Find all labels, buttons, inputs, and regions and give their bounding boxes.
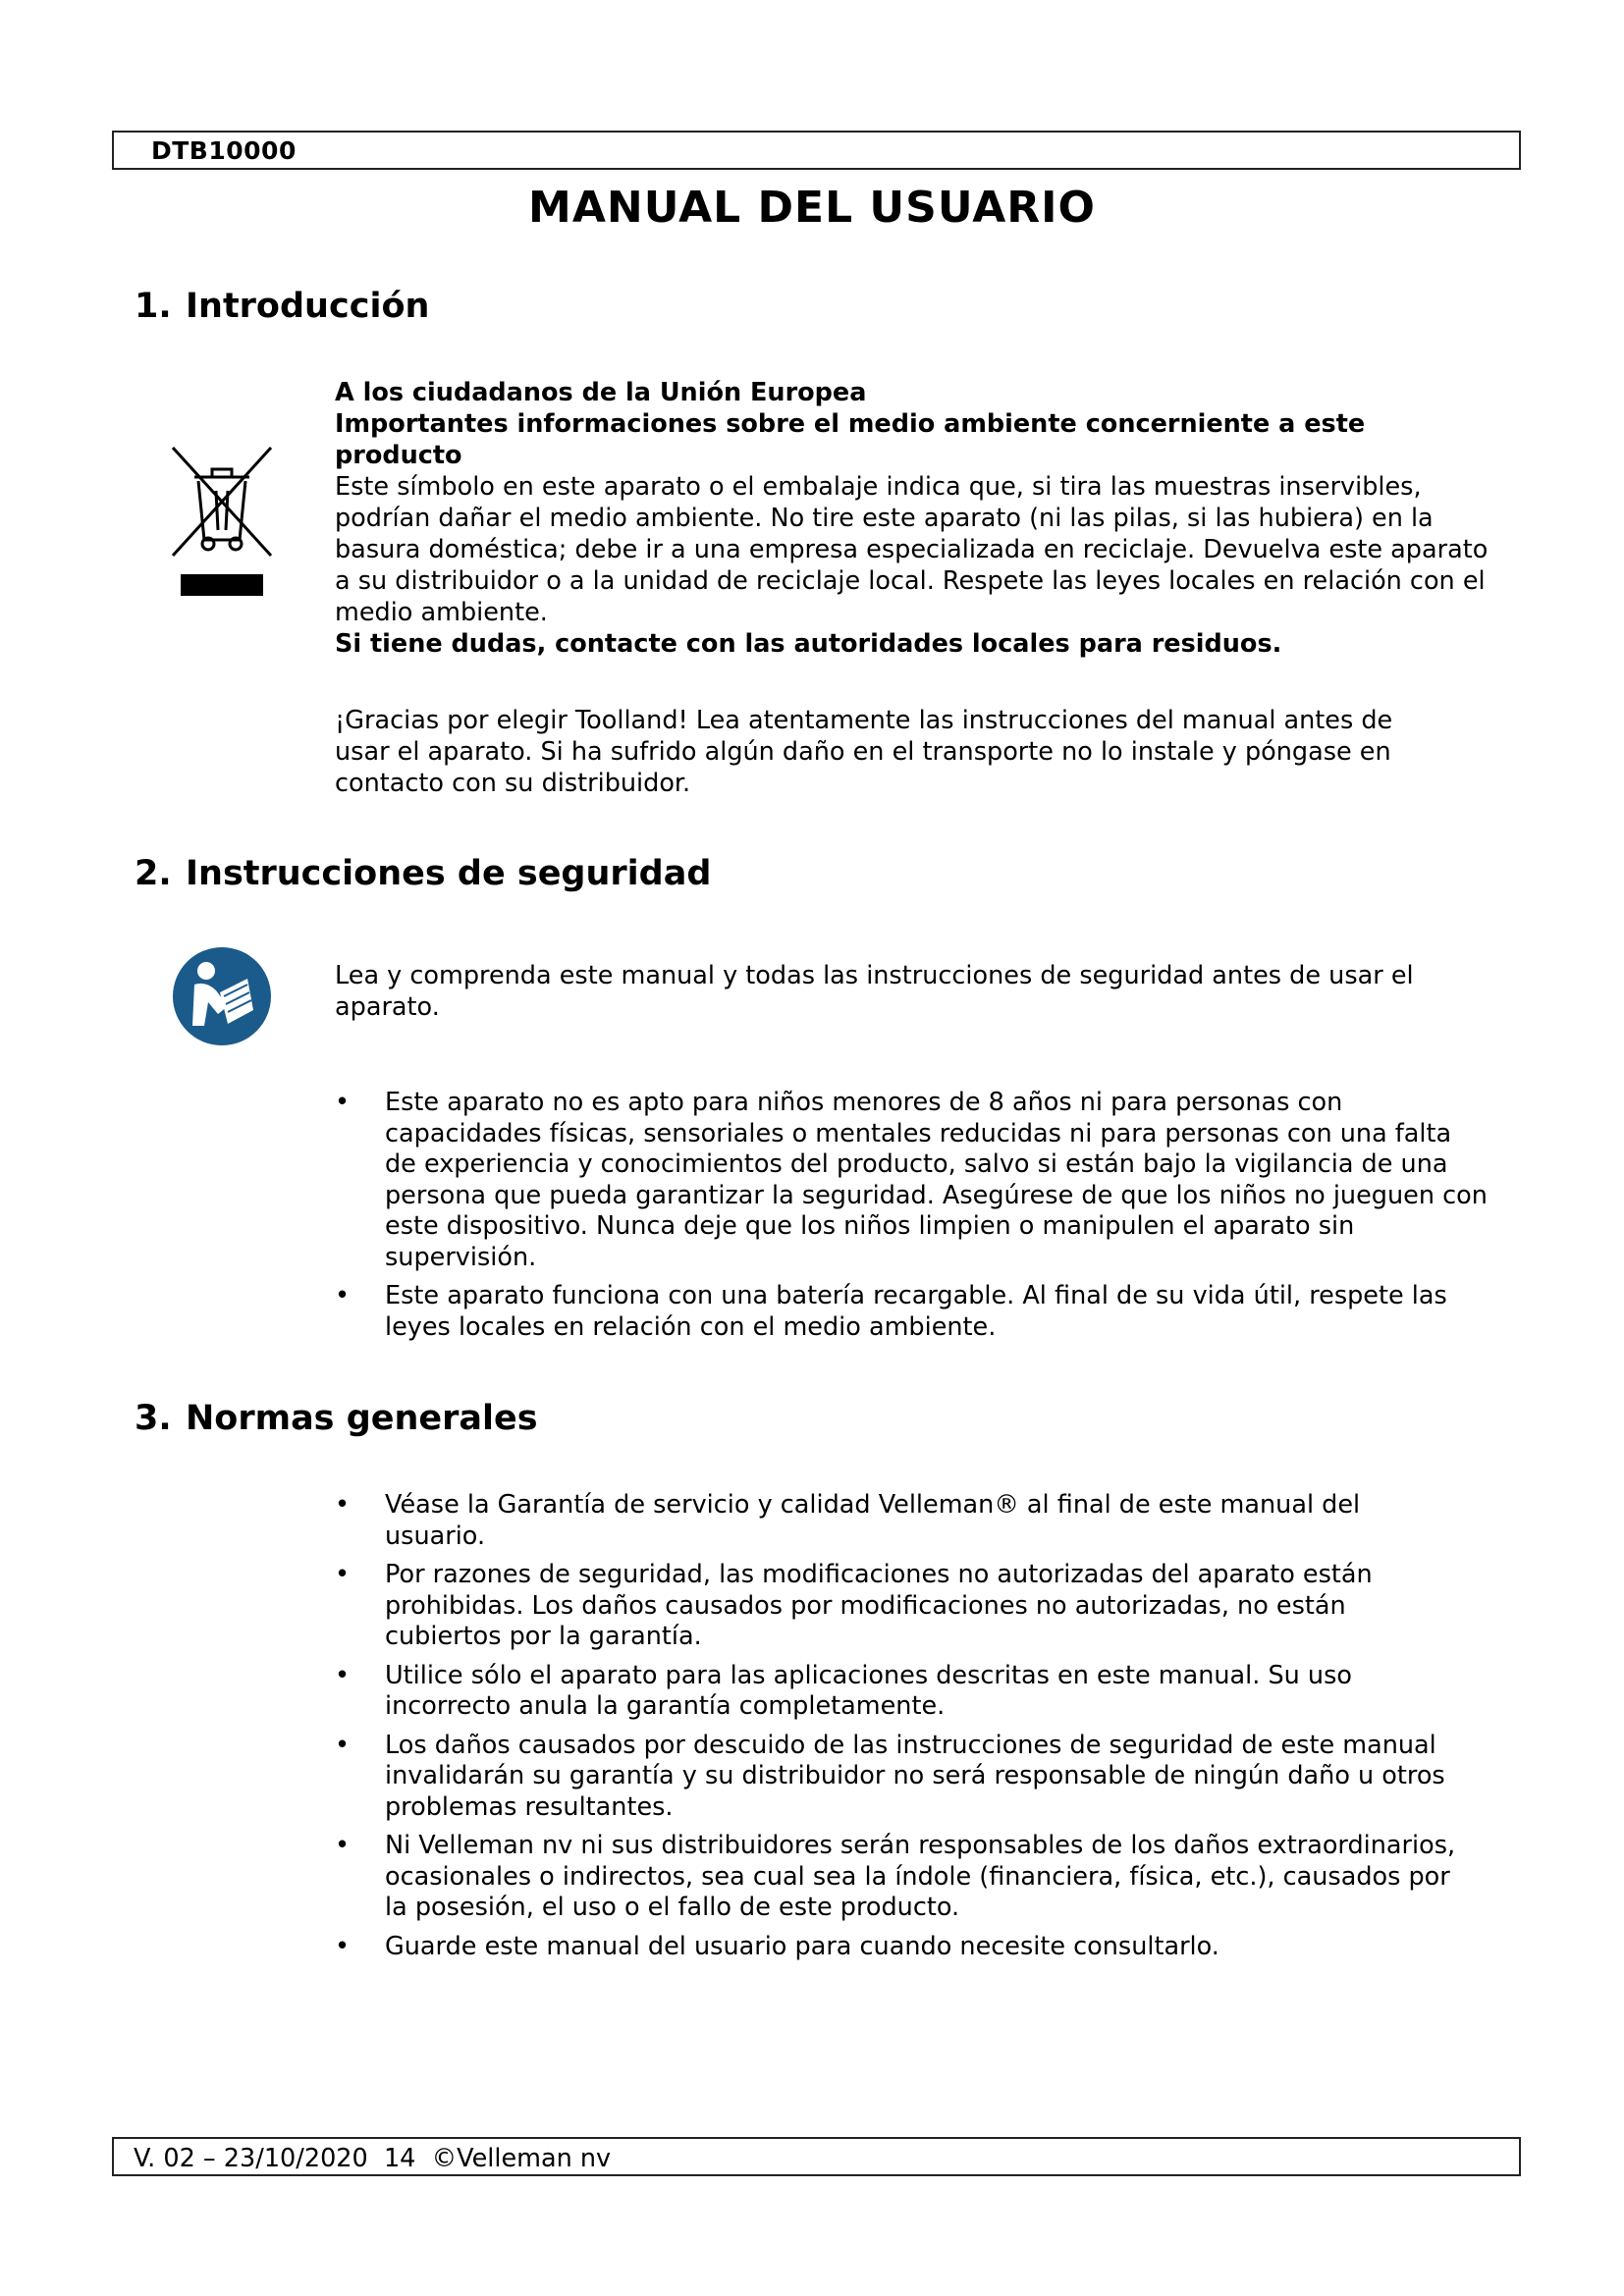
eu-body: Este símbolo en este aparato o el embalaje indica que, si tira las muestras inservibles, podrían dañar el medio ambiente. No tire este aparato (ni las pilas, si las hubiera) en la basura doméstica; debe ir a una empresa especializada en reciclaje. Devuelva este aparato a su distribuidor o a la unidad de reciclaje local. Respete las leyes locales en relación con el medio ambiente. bbox=[335, 472, 1489, 627]
eu-contact: Si tiene dudas, contacte con las autoridades locales para residuos. bbox=[335, 629, 1282, 659]
bullet-symbol: • bbox=[335, 1831, 351, 1860]
section-heading-introduccion bbox=[135, 287, 429, 326]
list-item-text: Este aparato no es apto para niños menores de 8 años ni para personas con capacidades físicas, sensoriales o mentales reducidas ni para personas con una falta de experiencia y conocimientos del producto, salvo si están bajo la vigilancia de una persona que pueda garantizar la seguridad. Asegúrese de que los niños no jueguen con este dispositivo. Nunca deje que los niños limpien o manipulen el aparato sin supervisión. bbox=[385, 1088, 1488, 1272]
list-item bbox=[335, 1088, 1489, 1273]
section-heading-seguridad bbox=[135, 854, 711, 893]
list-item bbox=[335, 1831, 1489, 1924]
eu-heading-1: A los ciudadanos de la Unión Europea bbox=[335, 378, 867, 407]
eu-notice bbox=[335, 377, 1493, 660]
list-item bbox=[335, 1281, 1489, 1343]
bullet-symbol: • bbox=[335, 1560, 351, 1589]
bullet-symbol: • bbox=[335, 1490, 351, 1520]
section-title: Instrucciones de seguridad bbox=[186, 854, 712, 893]
safety-bullets bbox=[335, 1088, 1489, 1351]
list-item bbox=[335, 1932, 1489, 1963]
list-item-text: Por razones de seguridad, las modificaciones no autorizadas del aparato están prohibidas. Los daños causados por modificaciones no autorizadas, no están cubiertos por la garantía. bbox=[385, 1560, 1373, 1651]
list-item-text: Véase la Garantía de servicio y calidad Velleman® al final de este manual del usuario. bbox=[385, 1490, 1361, 1551]
list-item bbox=[335, 1490, 1489, 1552]
list-item-text: Guarde este manual del usuario para cuando necesite consultarlo. bbox=[385, 1931, 1219, 1961]
section-title: Normas generales bbox=[186, 1399, 538, 1438]
thanks-text: ¡Gracias por elegir Toolland! Lea atentamente las instrucciones del manual antes de usar el aparato. Si ha sufrido algún daño en el transporte no lo instale y póngase en contacto con su distribuidor. bbox=[335, 706, 1393, 798]
section-number: 3. bbox=[135, 1399, 172, 1438]
list-item-text: Este aparato funciona con una batería recargable. Al final de su vida útil, respete las leyes locales en relación con el medio ambiente. bbox=[385, 1281, 1447, 1342]
bullet-symbol: • bbox=[335, 1088, 351, 1117]
page-title: MANUAL DEL USUARIO bbox=[528, 183, 1096, 233]
thanks-paragraph bbox=[335, 705, 1493, 799]
list-item-text: Los daños causados por descuido de las instrucciones de seguridad de este manual invalidarán su garantía y su distribuidor no será responsable de ningún daño u otros problemas resultantes. bbox=[385, 1730, 1445, 1822]
model-number: DTB10000 bbox=[151, 136, 297, 165]
list-item-text: Ni Velleman nv ni sus distribuidores serán responsables de los daños extraordinarios, ocasionales o indirectos, sea cual sea la índole (financiera, física, etc.), causados por la posesión, el uso o el fallo de este producto. bbox=[385, 1831, 1456, 1922]
footer-text: V. 02 – 23/10/2020 14 ©Velleman nv bbox=[134, 2144, 612, 2173]
bullet-symbol: • bbox=[335, 1281, 351, 1310]
read-manual-text: Lea y comprenda este manual y todas las instrucciones de seguridad antes de usar el aparato. bbox=[335, 961, 1414, 1022]
read-manual-icon bbox=[171, 945, 273, 1047]
header-box bbox=[112, 131, 1521, 170]
list-item bbox=[335, 1731, 1489, 1824]
weee-crossed-bin-icon bbox=[165, 442, 279, 599]
section-title: Introducción bbox=[186, 287, 430, 326]
list-item-text: Utilice sólo el aparato para las aplicaciones descritas en este manual. Su uso incorrecto anula la garantía completamente. bbox=[385, 1660, 1352, 1721]
footer-box bbox=[112, 2137, 1521, 2176]
bullet-symbol: • bbox=[335, 1931, 351, 1961]
read-manual-paragraph bbox=[335, 960, 1493, 1023]
section-number: 1. bbox=[135, 287, 172, 326]
section-heading-normas bbox=[135, 1399, 538, 1438]
list-item bbox=[335, 1560, 1489, 1653]
bullet-symbol: • bbox=[335, 1660, 351, 1690]
list-item bbox=[335, 1661, 1489, 1723]
bullet-symbol: • bbox=[335, 1730, 351, 1760]
general-rules-bullets bbox=[335, 1490, 1489, 1970]
eu-heading-2: Importantes informaciones sobre el medio ambiente concerniente a este producto bbox=[335, 409, 1366, 470]
section-number: 2. bbox=[135, 854, 172, 893]
